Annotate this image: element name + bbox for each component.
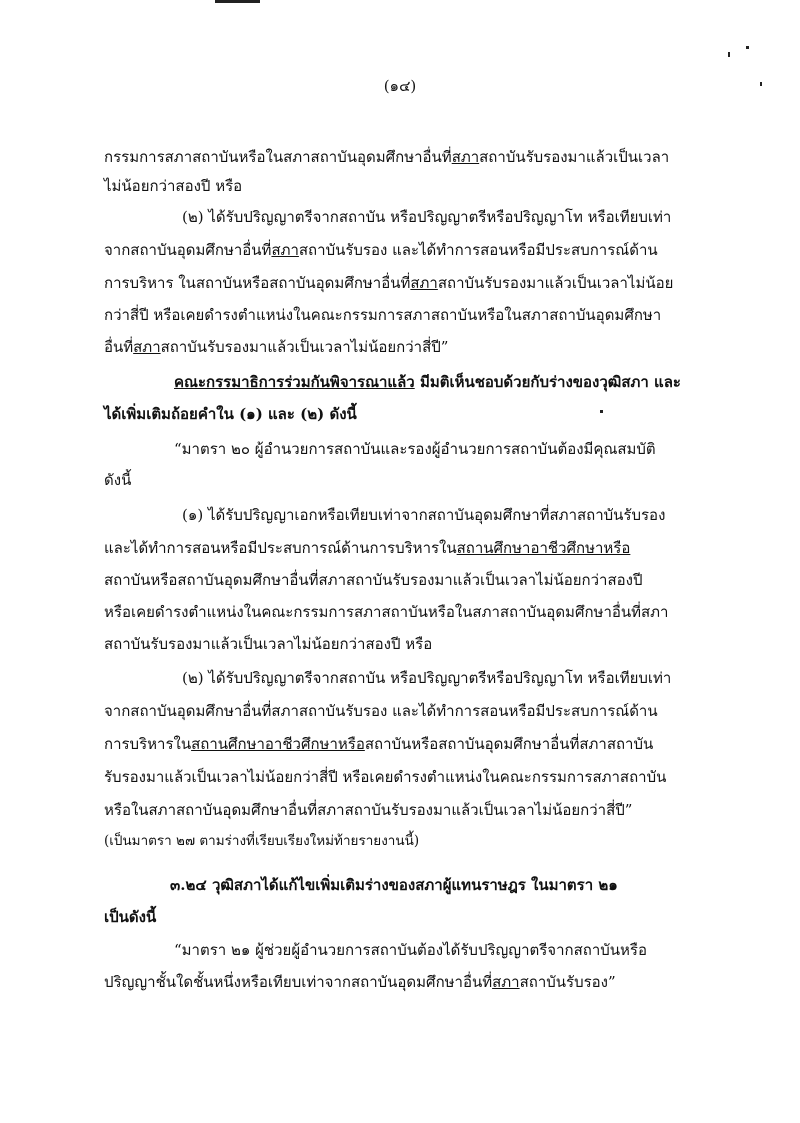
- underlined-term: สภา: [492, 973, 520, 991]
- scan-mark-top: [215, 0, 260, 3]
- p6-note: (เป็นมาตรา ๒๗ ตามร่างที่เรียบเรียงใหม่ท้ายรายงานนี้): [104, 833, 420, 849]
- p6-line-5: หรือในสภาสถาบันอุดมศึกษาอื่นที่สภาสถาบันรับรองมาแล้วเป็นเวลาไม่น้อยกว่าสี่ปี”: [104, 801, 633, 819]
- text: สถาบันรับรองมาแล้วเป็นเวลา: [479, 148, 670, 166]
- p6-line-2: จากสถาบันอุดมศึกษาอื่นที่สภาสถาบันรับรอง และได้ทำการสอนหรือมีประสบการณ์ด้าน: [104, 702, 658, 720]
- p7-line-1: “มาตรา ๒๑ ผู้ช่วยผู้อำนวยการสถาบันต้องได้รับปริญญาตรีจากสถาบันหรือ: [174, 941, 647, 959]
- text: สถาบันรับรองมาแล้วเป็นเวลาไม่น้อย: [437, 274, 674, 292]
- p6-line-3: [104, 734, 653, 754]
- p5-line-1: (๑) ได้รับปริญญาเอกหรือเทียบเท่าจากสถาบันอุดมศึกษาที่สภาสถาบันรับรอง: [182, 506, 666, 524]
- text: มีมติเห็นชอบด้วยกับร่างของวุฒิสภา และ: [414, 373, 681, 391]
- text: สถาบันรับรอง และได้ทำการสอนหรือมีประสบการณ์ด้าน: [298, 241, 658, 259]
- p5-line-4: หรือเคยดำรงตำแหน่งในคณะกรรมการสภาสถาบันหรือในสภาสถาบันอุดมศึกษาอื่นที่สภา: [104, 603, 669, 621]
- underlined-term: สภา: [271, 241, 299, 259]
- text: สถาบันรับรองมาแล้วเป็นเวลาไม่น้อยกว่าสี่ปี”: [160, 338, 449, 356]
- p2-line-5: [104, 337, 448, 357]
- text: อื่นที่: [104, 338, 134, 356]
- page-number: (๑๔): [383, 77, 417, 95]
- underlined-term: สถานศึกษาอาชีวศึกษาหรือ: [191, 735, 365, 753]
- p6-line-4: รับรองมาแล้วเป็นเวลาไม่น้อยกว่าสี่ปี หรือเคยดำรงตำแหน่งในคณะกรรมการสภาสถาบัน: [104, 768, 667, 786]
- underlined-term: สถานศึกษาอาชีวศึกษาหรือ: [456, 539, 631, 557]
- p5-line-2: [104, 538, 630, 558]
- section-heading: ๓.๒๔ วุฒิสภาได้แก้ไขเพิ่มเติมร่างของสภาผู้แทนราษฎร ในมาตรา ๒๑: [170, 876, 618, 894]
- text: และได้ทำการสอนหรือมีประสบการณ์ด้านการบริหารใน: [104, 539, 457, 557]
- p1-line-1: [104, 147, 669, 167]
- p1-line-2: ไม่น้อยกว่าสองปี หรือ: [104, 177, 243, 195]
- p5-line-3: สถาบันหรือสถาบันอุดมศึกษาอื่นที่สภาสถาบันรับรองมาแล้วเป็นเวลาไม่น้อยกว่าสองปี: [104, 571, 643, 589]
- p5-line-5: สถาบันรับรองมาแล้วเป็นเวลาไม่น้อยกว่าสองปี หรือ: [104, 635, 433, 653]
- p6-line-1: (๒) ได้รับปริญญาตรีจากสถาบัน หรือปริญญาตรีหรือปริญญาโท หรือเทียบเท่า: [182, 669, 672, 687]
- p3-line-2: ได้เพิ่มเติมถ้อยคำใน (๑) และ (๒) ดังนี้: [104, 405, 357, 423]
- p2-line-2: [104, 240, 658, 260]
- p4-line-1: “มาตรา ๒๐ ผู้อำนวยการสถาบันและรองผู้อำนวยการสถาบันต้องมีคุณสมบัติ: [174, 440, 656, 458]
- text: จากสถาบันอุดมศึกษาอื่นที่: [104, 241, 272, 259]
- text: สถาบันหรือสถาบันอุดมศึกษาอื่นที่สภาสถาบัน: [364, 735, 654, 753]
- scan-mark-right-2: [728, 52, 730, 57]
- underlined-term: สภา: [133, 338, 161, 356]
- scan-mark-middle: [600, 410, 603, 413]
- text: การบริหาร ในสถาบันหรือสถาบันอุดมศึกษาอื่นที่: [104, 274, 411, 292]
- p7-line-2: [104, 972, 616, 992]
- p2-line-4: กว่าสี่ปี หรือเคยดำรงตำแหน่งในคณะกรรมการสภาสถาบันหรือในสภาสถาบันอุดมศึกษา: [104, 306, 662, 324]
- p4-line-2: ดังนี้: [104, 471, 132, 489]
- p2-line-3: [104, 273, 673, 293]
- underlined-heading: คณะกรรมาธิการร่วมกันพิจารณาแล้ว: [174, 373, 415, 391]
- text: สถาบันรับรอง”: [519, 973, 616, 991]
- scan-mark-right-1: [746, 46, 749, 49]
- p2-line-1: (๒) ได้รับปริญญาตรีจากสถาบัน หรือปริญญาตรีหรือปริญญาโท หรือเทียบเท่า: [182, 208, 672, 226]
- underlined-term: สภา: [451, 148, 480, 166]
- text: ปริญญาชั้นใดชั้นหนึ่งหรือเทียบเท่าจากสถาบันอุดมศึกษาอื่นที่: [104, 973, 493, 991]
- section-heading-line-2: เป็นดังนี้: [104, 908, 157, 926]
- text: การบริหารใน: [104, 735, 192, 753]
- p3-line-1: [174, 372, 681, 392]
- text: กรรมการสภาสถาบันหรือในสภาสถาบันอุดมศึกษาอื่นที่: [104, 148, 452, 166]
- underlined-term: สภา: [410, 274, 438, 292]
